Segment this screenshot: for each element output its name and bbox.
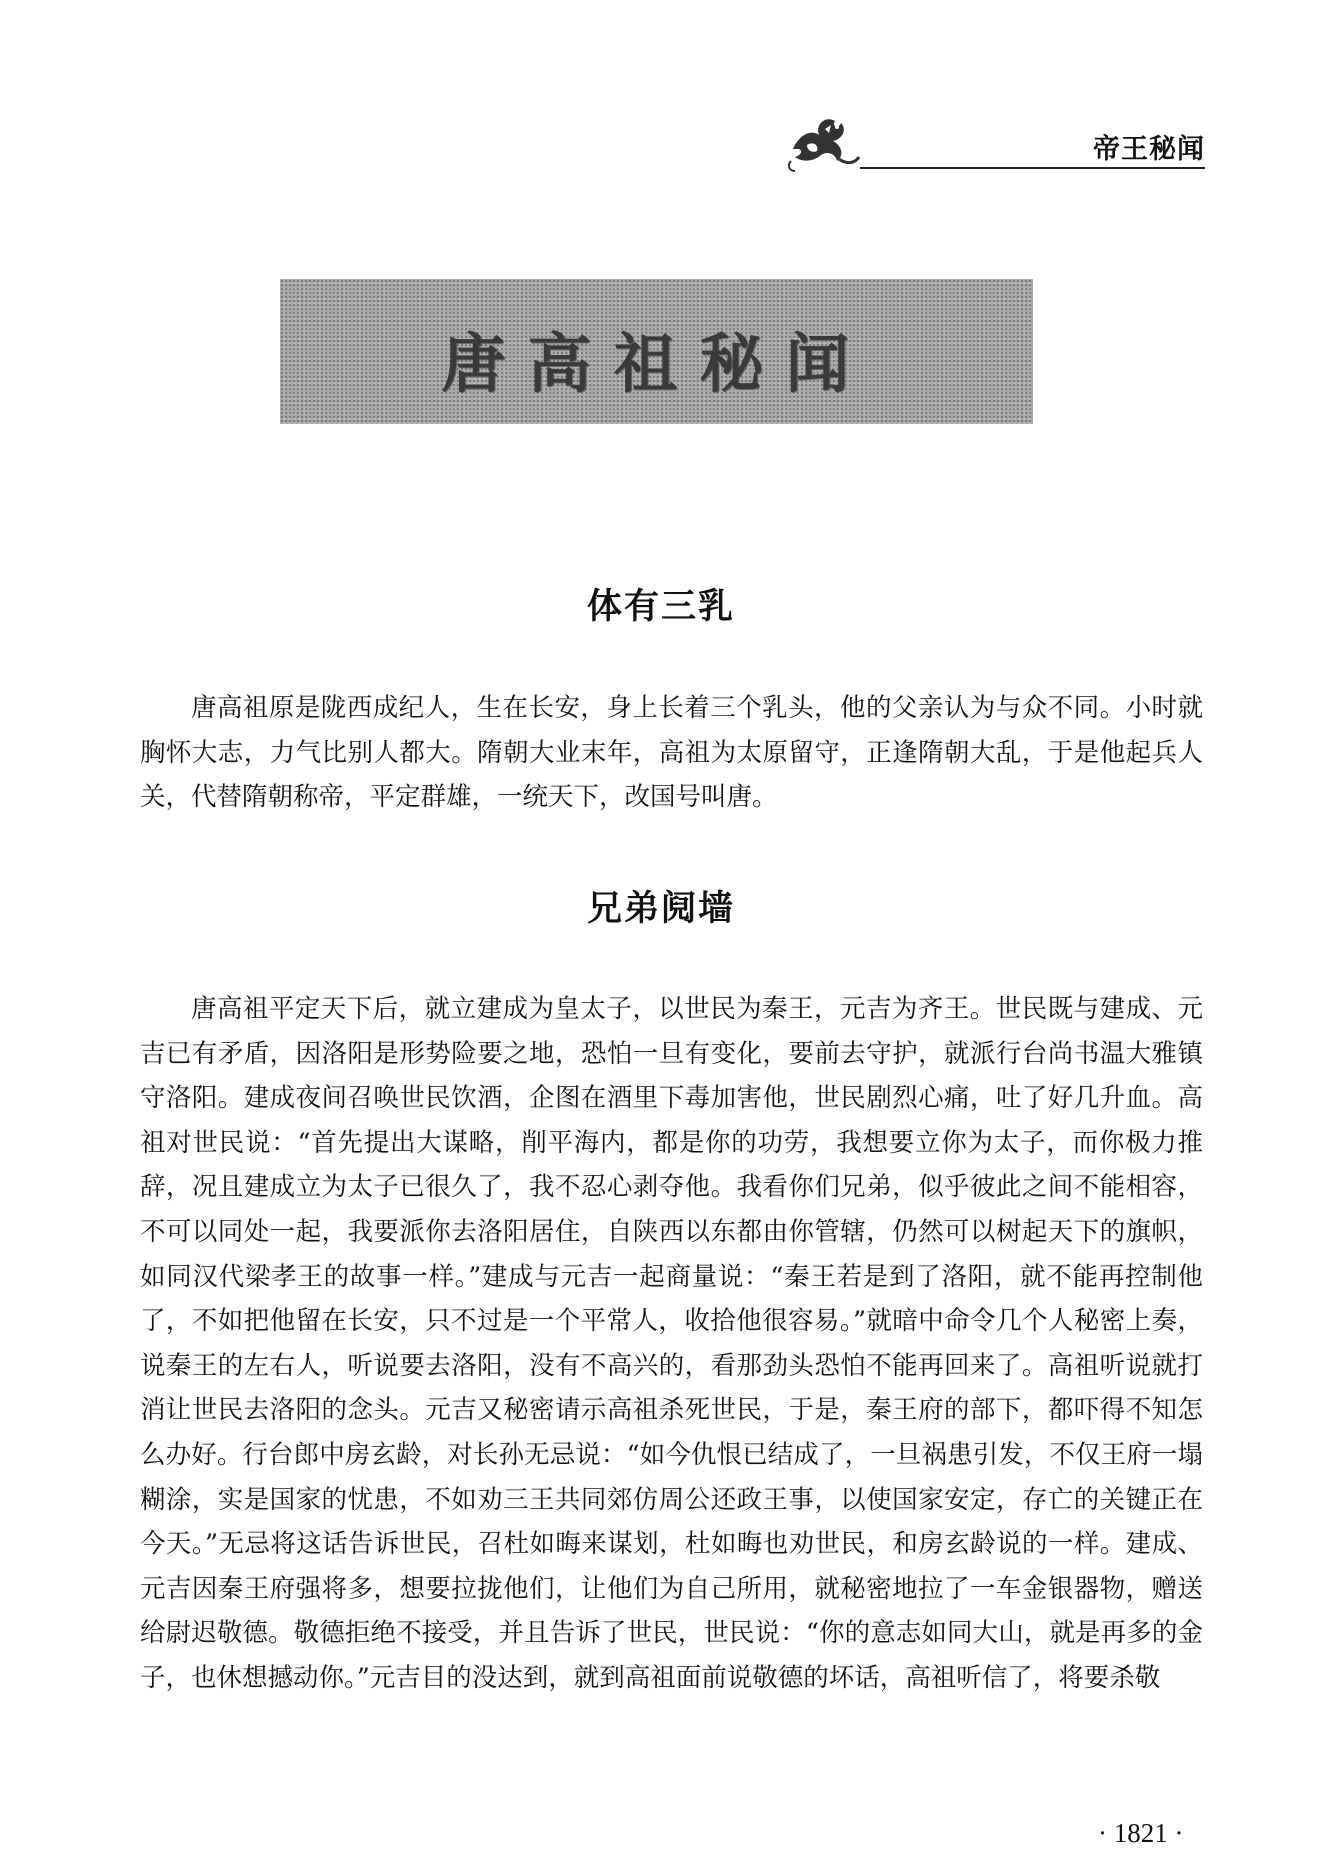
section-paragraph-1: 唐高祖原是陇西成纪人，生在长安，身上长着三个乳头，他的父亲认为与众不同。小时就胸怀大志，力气比别人都大。隋朝大业末年，高祖为太原留守，正逢隋朝大乱，于是他起兵人关，代替隋朝称帝，平定群雄，一统天下，改国号叫唐。 [140, 693, 1203, 813]
section-paragraph-2: 唐高祖平定天下后，就立建成为皇太子，以世民为秦王，元吉为齐王。世民既与建成、元吉已有矛盾，因洛阳是形势险要之地，恐怕一旦有变化，要前去守护，就派行台尚书温大雅镇守洛阳。建成夜间召唤世民饮酒，企图在酒里下毒加害他，世民剧烈心痛，吐了好几升血。高祖对世民说：“首先提出大谋略，削平海内，都是你的功劳，我想要立你为太子，而你极力推辞，况且建成立为太子已很久了，我不忍心剥夺他。我看你们兄弟，似乎彼此之间不能相容，不可以同处一起，我要派你去洛阳居住，自陕西以东都由你管辖，仍然可以树起天下的旗帜，如同汉代梁孝王的故事一样。”建成与元吉一起商量说：“秦王若是到了洛阳，就不能再控制他了，不如把他留在长安，只不过是一个平常人，收拾他很容易。”就暗中命令几个人秘密上奏，说秦王的左右人，听说要去洛阳，没有不高兴的，看那劲头恐怕不能再回来了。高祖听说就打消让世民去洛阳的念头。元吉又秘密请示高祖杀死世民，于是，秦王府的部下，都吓得不知怎么办好。行台郎中房玄龄，对长孙无忌说：“如今仇恨已结成了，一旦祸患引发，不仅王府一塌糊涂，实是国家的忧患，不如劝三王共同郊仿周公还政王事，以使国家安定，存亡的关键正在今天。”无忌将这话告诉世民，召杜如晦来谋划，杜如晦也劝世民，和房玄龄说的一样。建成、元吉因秦王府强将多，想要拉拢他们，让他们为自己所用，就秘密地拉了一车金银器物，赠送给尉迟敬德。敬德拒绝不接受，并且告诉了世民，世民说：“你的意志如同大山，就是再多的金子，也休想撼动你。”元吉目的没达到，就到高祖面前说敬德的坏话，高祖听信了，将要杀敬 [140, 994, 1203, 1693]
running-title: 帝王秘闻 [1093, 134, 1205, 165]
section-heading-2: 兄弟阋墙 [586, 889, 735, 929]
chapter-title: 唐高祖秘闻 [441, 327, 872, 402]
header-rule [860, 167, 1205, 169]
section-heading-1: 体有三乳 [586, 587, 735, 627]
chapter-banner [280, 279, 1033, 424]
page-header [785, 105, 1205, 175]
page-number: · 1821 · [1098, 1818, 1184, 1848]
dragon-icon [785, 105, 865, 175]
